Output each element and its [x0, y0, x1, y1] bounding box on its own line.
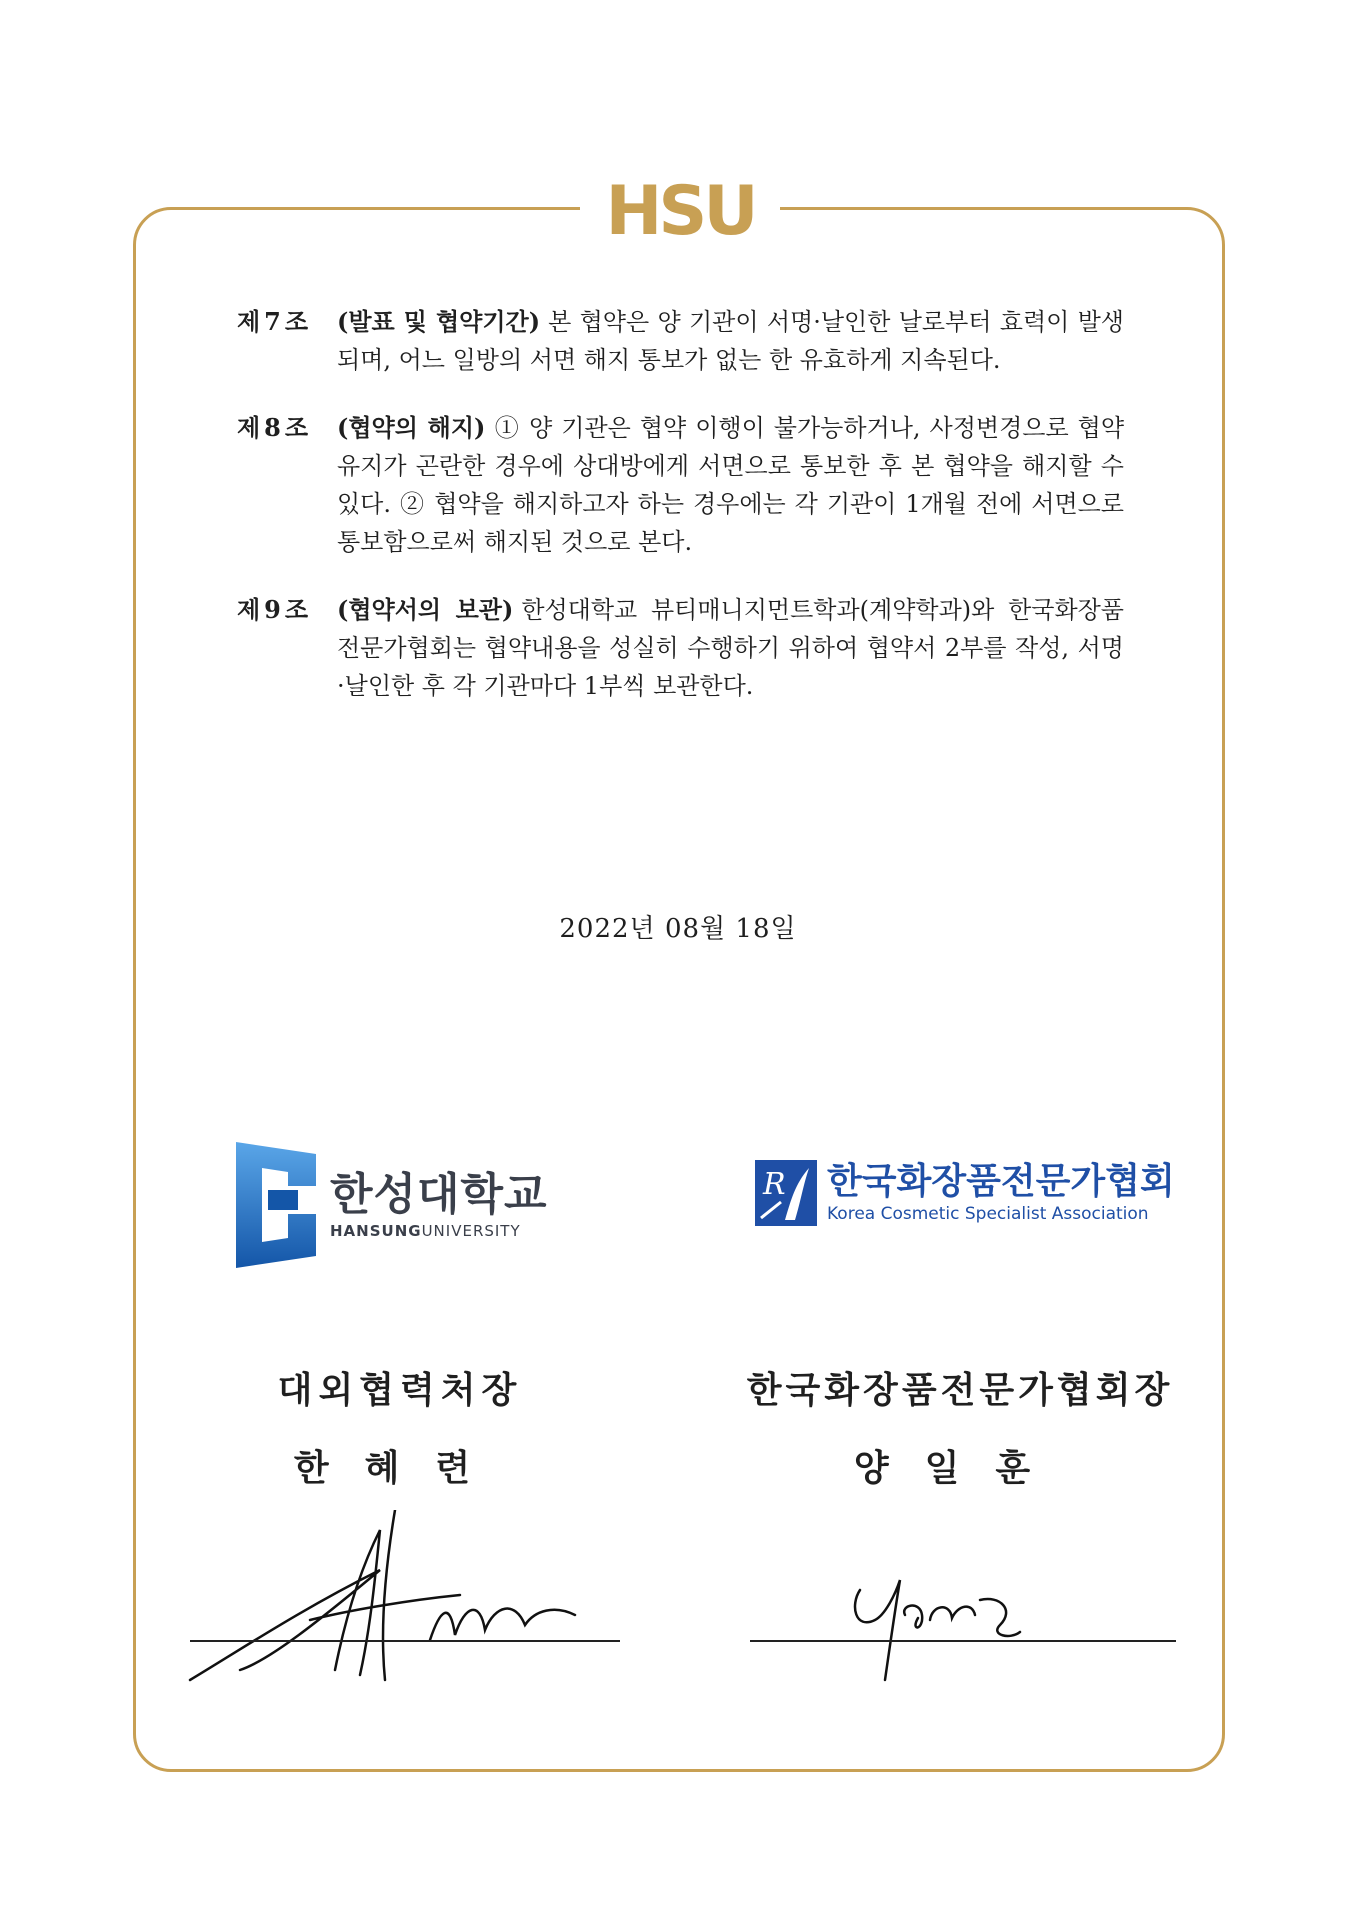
- kcsa-logo: [755, 1160, 1175, 1226]
- left-signer-title: 대외협력처장: [277, 1369, 523, 1411]
- svg-text:HSU: HSU: [605, 172, 755, 248]
- right-signature: [840, 1560, 1030, 1690]
- article-body: [337, 303, 1124, 379]
- left-signature-line: [190, 1640, 620, 1642]
- svg-text:R: R: [763, 1167, 786, 1202]
- hansung-logo-english: HANSUNGUNIVERSITY: [330, 1222, 521, 1240]
- article-8: [237, 409, 1124, 561]
- left-signature: [180, 1510, 580, 1690]
- hansung-logo-korean: 한성대학교: [330, 1169, 548, 1220]
- article-text: 한성대학교 뷰티매니지먼트학과(계약학과)와 한국화장품전문가협회는 협약내용을 성실히 수행하기 위하여 협약서 2부를 작성, 서명·날인한 후 각 기관마다 1부씩 보관한다.: [337, 596, 1124, 700]
- article-body: [337, 591, 1124, 705]
- article-title: (협약의 해지): [337, 413, 486, 442]
- article-number: 제8조: [237, 413, 313, 442]
- kcsa-logo-korean: 한국화장품전문가협회: [827, 1161, 1175, 1202]
- article-title: (협약서의 보관): [337, 595, 514, 624]
- articles-section: [237, 303, 1124, 735]
- hansung-logo-text: [330, 1170, 548, 1240]
- article-number: 제7조: [237, 307, 313, 336]
- article-title: (발표 및 협약기간): [337, 307, 541, 336]
- article-body: [337, 409, 1124, 561]
- article-number: 제9조: [237, 595, 313, 624]
- hansung-h-emblem-icon: [236, 1142, 316, 1268]
- article-text: ① 양 기관은 협약 이행이 불가능하거나, 사정변경으로 협약유지가 곤란한 경우에 상대방에게 서면으로 통보한 후 본 협약을 해지할 수 있다. ② 협약을 해지하고자 하는 경우에는 각 기관이 1개월 전에 서면으로 통보함으로써 해지된 것으로 본다.: [337, 414, 1124, 556]
- kcsa-emblem-icon: [755, 1160, 817, 1226]
- kcsa-logo-text: [827, 1162, 1175, 1224]
- hsu-logo-mark: [590, 172, 770, 248]
- article-7: [237, 303, 1124, 379]
- hsu-logo: [580, 170, 780, 250]
- kcsa-logo-english: Korea Cosmetic Specialist Association: [827, 1204, 1149, 1224]
- agreement-date: 2022년 08월 18일: [559, 914, 797, 944]
- left-signer-name: 한혜련: [293, 1447, 507, 1489]
- article-9: [237, 591, 1124, 705]
- right-signer-title: 한국화장품전문가협회장: [746, 1369, 1174, 1411]
- right-signer-name: 양일훈: [853, 1447, 1067, 1489]
- hansung-university-logo: [236, 1142, 548, 1268]
- article-text: 본 협약은 양 기관이 서명·날인한 날로부터 효력이 발생되며, 어느 일방의 서면 해지 통보가 없는 한 유효하게 지속된다.: [337, 308, 1124, 374]
- right-signature-line: [750, 1640, 1176, 1642]
